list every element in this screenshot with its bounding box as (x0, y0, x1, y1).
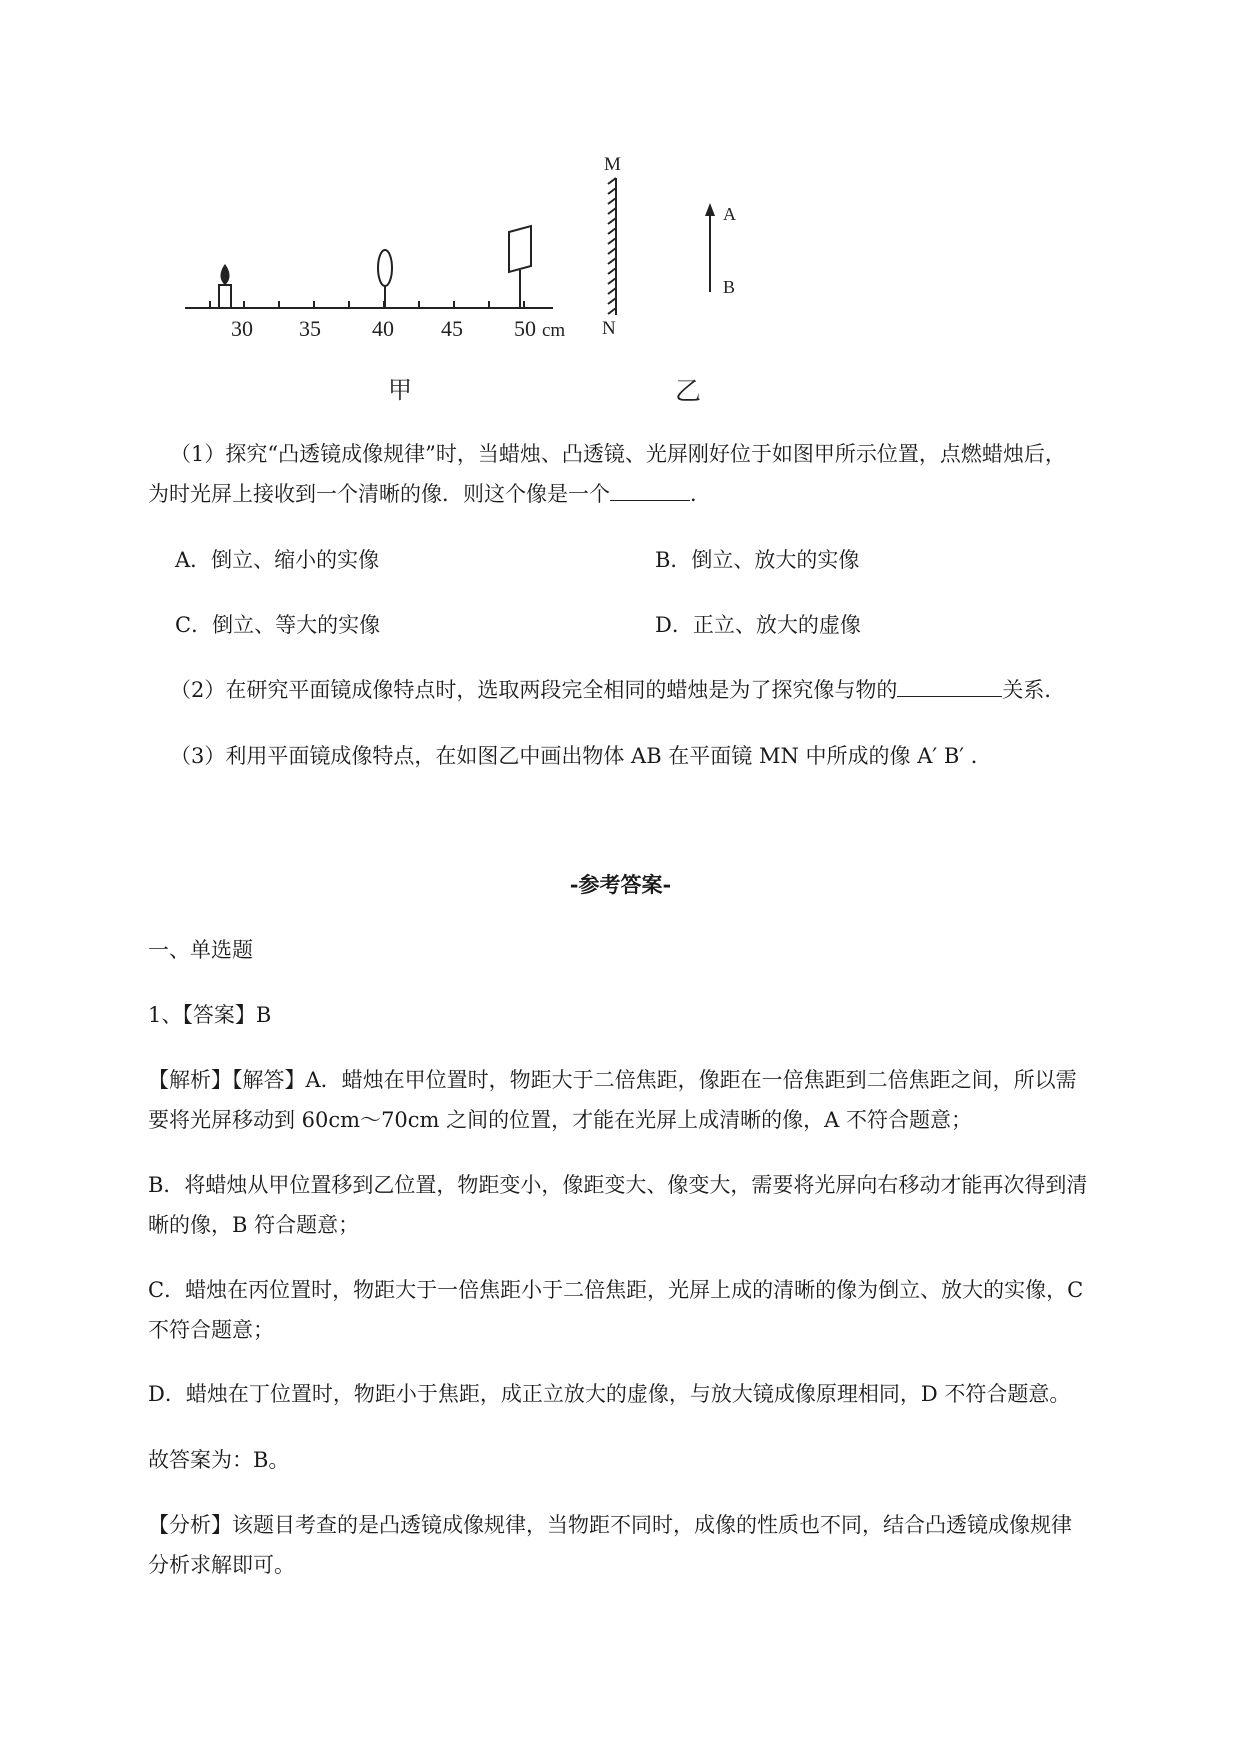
analysis-d: D．蜡烛在丁位置时，物距小于焦距，成正立放大的虚像，与放大镜成像原理相同，D 不符合题意。 (148, 1382, 1071, 1406)
figure-label-jia: 甲 (388, 378, 412, 404)
option-c[interactable]: C．倒立、等大的实像 (175, 613, 381, 637)
question-1-line-2 (148, 474, 1188, 514)
candle-icon (219, 264, 231, 308)
question-2-end: 关系． (1002, 678, 1066, 702)
answer-blank-1[interactable] (610, 474, 690, 501)
conclusion: 故答案为：B。 (148, 1448, 290, 1472)
figure-label-yi: 乙 (675, 377, 702, 406)
option-a[interactable]: A．倒立、缩小的实像 (175, 548, 380, 572)
tick-label-45: 45 (441, 316, 463, 341)
fenxi-line-2: 分析求解即可。 (148, 1553, 295, 1577)
analysis-c-line-1: C．蜡烛在丙位置时，物距大于一倍焦距小于二倍焦距，光屏上成的清晰的像为倒立、放大的实像，C (148, 1278, 1084, 1302)
convex-lens-icon (378, 250, 392, 308)
tick-label-50: 50 (514, 316, 536, 341)
analysis-a-line-2: 要将光屏移动到 60cm～70cm 之间的位置，才能在光屏上成清晰的像，A 不符合题意； (148, 1108, 972, 1132)
tick-label-30: 30 (231, 316, 253, 341)
plane-mirror-icon (608, 178, 616, 315)
question-1-stem: 为时光屏上接收到一个清晰的像．则这个像是一个 (148, 482, 610, 506)
optical-bench (185, 301, 553, 308)
answer-blank-2[interactable] (897, 670, 1002, 697)
question-2 (170, 670, 1188, 710)
ruler-unit: cm (542, 320, 566, 341)
answer-item-1: 1、【答案】B (148, 1003, 272, 1027)
option-b[interactable]: B．倒立、放大的实像 (655, 548, 860, 572)
optics-figure (0, 0, 1241, 420)
question-2-stem: （2）在研究平面镜成像特点时，选取两段完全相同的蜡烛是为了探究像与物的 (170, 678, 898, 702)
question-1-line-1: （1）探究“凸透镜成像规律”时，当蜡烛、凸透镜、光屏刚好位于如图甲所示位置，点燃蜡烛后， (170, 442, 1066, 466)
tick-label-35: 35 (299, 316, 321, 341)
option-d[interactable]: D．正立、放大的虚像 (655, 613, 861, 637)
point-label-a: A (723, 204, 736, 224)
analysis-c-line-2: 不符合题意； (148, 1318, 274, 1342)
light-screen-icon (509, 226, 531, 308)
question-3: （3）利用平面镜成像特点，在如图乙中画出物体 AB 在平面镜 MN 中所成的像 A′ B′ ． (170, 744, 992, 768)
mirror-label-m: M (604, 154, 621, 175)
analysis-b-line-1: B．将蜡烛从甲位置移到乙位置，物距变小，像距变大、像变大，需要将光屏向右移动才能再次得到清 (148, 1173, 1088, 1197)
point-label-b: B (723, 277, 736, 297)
object-ab-arrow (705, 203, 715, 292)
analysis-a-line-1: 【解析】【解答】A．蜡烛在甲位置时，物距大于二倍焦距，像距在一倍焦距到二倍焦距之间，所以需 (148, 1068, 1077, 1092)
tick-label-40: 40 (372, 316, 394, 341)
fenxi-line-1: 【分析】该题目考查的是凸透镜成像规律，当物距不同时，成像的性质也不同，结合凸透镜成像规律 (148, 1513, 1072, 1537)
answers-title: -参考答案- (569, 872, 672, 897)
mirror-label-n: N (602, 318, 616, 339)
question-1-end: ． (690, 482, 711, 506)
section-heading: 一、单选题 (148, 938, 253, 962)
analysis-b-line-2: 晰的像，B 符合题意； (148, 1213, 360, 1237)
